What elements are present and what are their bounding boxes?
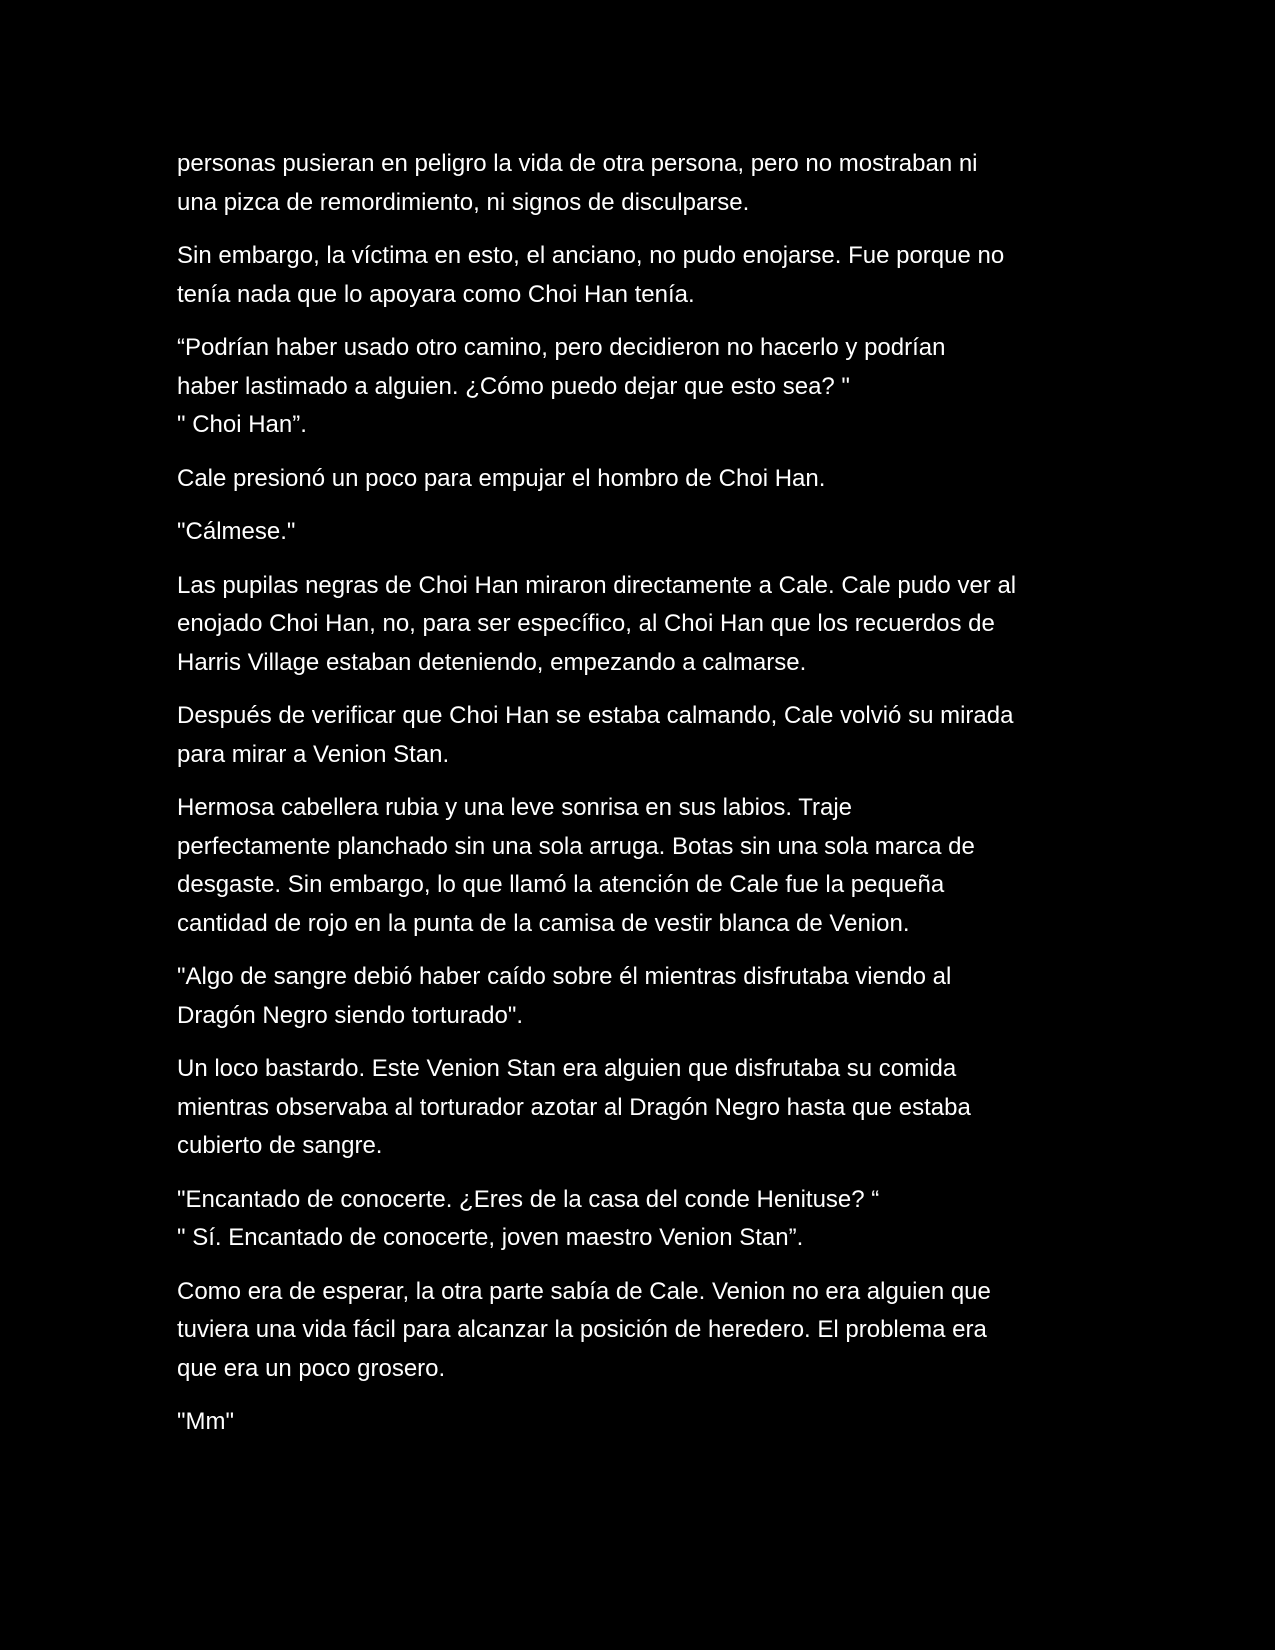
text-line: Después de verificar que Choi Han se estaba calmando, Cale volvió su mirada — [177, 702, 1014, 729]
text-line: enojado Choi Han, no, para ser específico, al Choi Han que los recuerdos de — [177, 610, 995, 637]
text-line: tenía nada que lo apoyara como Choi Han tenía. — [177, 280, 695, 308]
text-line: " Choi Han”. — [177, 411, 307, 438]
paragraph — [177, 1050, 1107, 1166]
text-line: “Podrían haber usado otro camino, pero decidieron no hacerlo y podrían — [177, 334, 946, 361]
text-line: una pizca de remordimiento, ni signos de disculparse. — [177, 188, 750, 216]
text-line: "Encantado de conocerte. ¿Eres de la casa del conde Henituse? “ — [177, 1185, 880, 1213]
paragraph — [177, 329, 1107, 445]
text-line: tuviera una vida fácil para alcanzar la posición de heredero. El problema era — [177, 1316, 987, 1343]
text-line: haber lastimado a alguien. ¿Cómo puedo dejar que esto sea? " — [177, 372, 850, 400]
paragraph — [177, 1273, 1107, 1389]
text-line: Cale presionó un poco para empujar el hombro de Choi Han. — [177, 464, 826, 492]
text-line: para mirar a Venion Stan. — [177, 740, 450, 768]
text-line: " Sí. Encantado de conocerte, joven maestro Venion Stan”. — [177, 1224, 804, 1251]
text-line: cantidad de rojo en la punta de la camisa de vestir blanca de Venion. — [177, 909, 910, 937]
text-line: Harris Village estaban deteniendo, empezando a calmarse. — [177, 648, 807, 676]
text-line: Las pupilas negras de Choi Han miraron directamente a Cale. Cale pudo ver al — [177, 571, 1017, 599]
text-line: Dragón Negro siendo torturado". — [177, 1001, 524, 1029]
text-line: mientras observaba al torturador azotar al Dragón Negro hasta que estaba — [177, 1093, 971, 1121]
document-body — [177, 145, 1107, 1457]
text-line: Como era de esperar, la otra parte sabía de Cale. Venion no era alguien que — [177, 1277, 991, 1305]
text-line: cubierto de sangre. — [177, 1132, 383, 1159]
text-line: personas pusieran en peligro la vida de otra persona, pero no mostraban ni — [177, 150, 978, 177]
paragraph — [177, 145, 1107, 222]
text-line: perfectamente planchado sin una sola arruga. Botas sin una sola marca de — [177, 832, 975, 860]
paragraph — [177, 789, 1107, 943]
text-line: "Algo de sangre debió haber caído sobre él mientras disfrutaba viendo al — [177, 963, 952, 990]
text-line: que era un poco grosero. — [177, 1354, 446, 1382]
paragraph — [177, 567, 1107, 683]
paragraph — [177, 1403, 1107, 1442]
text-line: Sin embargo, la víctima en esto, el anciano, no pudo enojarse. Fue porque no — [177, 242, 1005, 269]
paragraph — [177, 460, 1107, 499]
paragraph — [177, 1181, 1107, 1258]
text-line: "Mm" — [177, 1408, 235, 1435]
paragraph — [177, 513, 1107, 552]
paragraph — [177, 237, 1107, 314]
text-line: Hermosa cabellera rubia y una leve sonrisa en sus labios. Traje — [177, 794, 853, 821]
text-line: "Cálmese." — [177, 518, 296, 545]
text-line: desgaste. Sin embargo, lo que llamó la atención de Cale fue la pequeña — [177, 871, 945, 898]
paragraph — [177, 958, 1107, 1035]
paragraph — [177, 697, 1107, 774]
text-line: Un loco bastardo. Este Venion Stan era alguien que disfrutaba su comida — [177, 1055, 957, 1082]
